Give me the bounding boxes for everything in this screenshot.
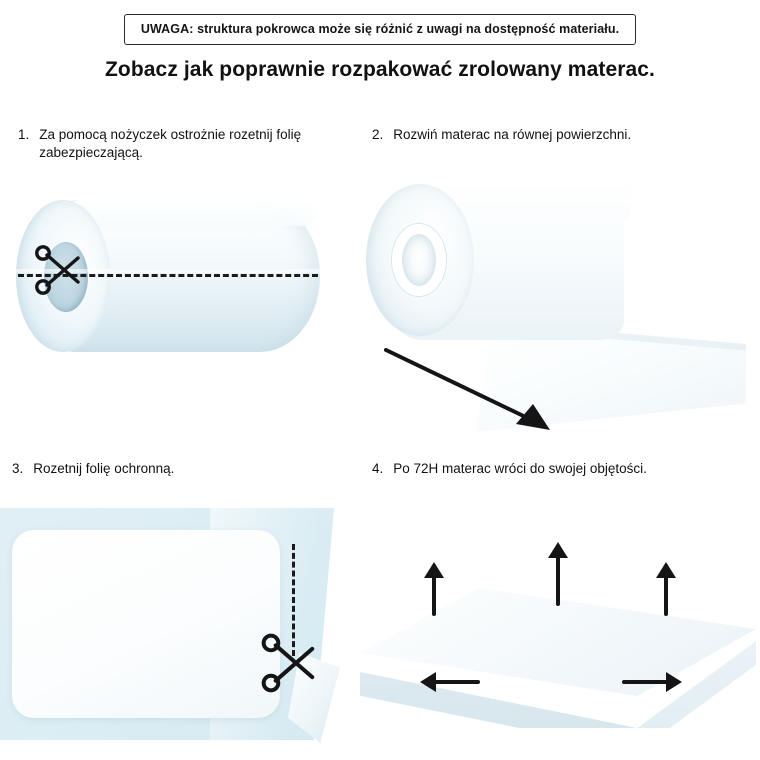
step-4-illustration: [360, 508, 756, 748]
page-title: Zobacz jak poprawnie rozpakować zrolowany materac.: [105, 58, 655, 81]
step-2-text: Rozwiń materac na równej powierzchni.: [393, 127, 632, 142]
step-4-header: [372, 460, 752, 478]
step-2: [372, 126, 742, 144]
step-3-number: 3.: [12, 461, 24, 476]
flat-mattress: [12, 530, 280, 718]
step-1: [18, 126, 348, 162]
step-1-number: 1.: [18, 127, 30, 142]
step-3-illustration: [0, 508, 348, 748]
scissors-icon: [32, 242, 88, 298]
step-1-header: [18, 126, 348, 162]
arrow-right-icon: [622, 670, 684, 694]
scissors-icon: [258, 630, 324, 696]
arrow-diagonal-icon: [378, 342, 568, 442]
notice-banner-wrap: [0, 14, 760, 45]
step-4-text: Po 72H materac wróci do swojej objętości.: [393, 461, 647, 476]
arrow-left-icon: [418, 670, 480, 694]
mattress-roll-highlight: [68, 200, 318, 226]
step-3-header: [12, 460, 352, 478]
arrow-up-icon: [654, 560, 678, 616]
step-2-illustration: [356, 172, 756, 434]
arrow-up-icon: [422, 560, 446, 616]
step-3: [12, 460, 352, 478]
step-4: [372, 460, 752, 478]
arrow-up-icon: [546, 540, 570, 606]
mattress-roll-core-hole-2: [392, 224, 446, 296]
step-2-header: [372, 126, 742, 144]
notice-banner: UWAGA: struktura pokrowca może się różnić z uwagi na dostępność materiału.: [124, 14, 636, 45]
step-2-number: 2.: [372, 127, 384, 142]
step-4-number: 4.: [372, 461, 384, 476]
step-1-text: Za pomocą nożyczek ostrożnie rozetnij folię zabezpieczającą.: [39, 127, 302, 161]
step-3-text: Rozetnij folię ochronną.: [33, 461, 175, 476]
step-1-illustration: [8, 182, 348, 382]
